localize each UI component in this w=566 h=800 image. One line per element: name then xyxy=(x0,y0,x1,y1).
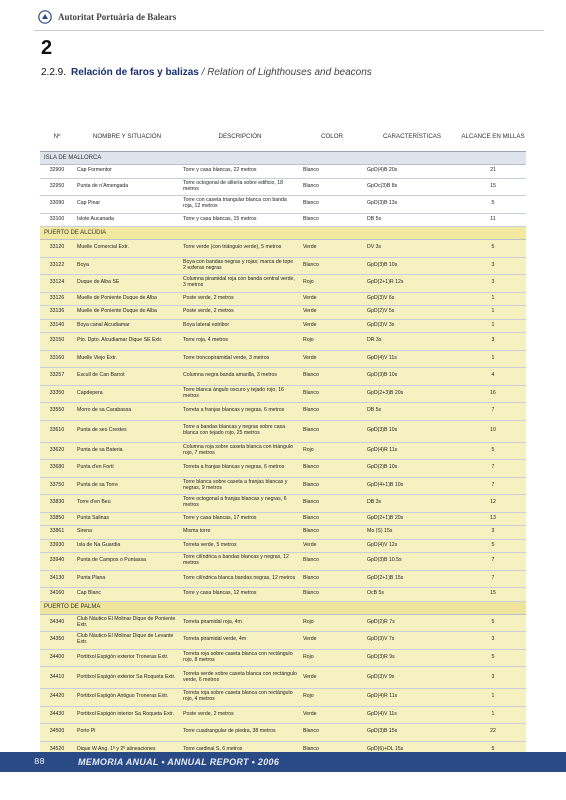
cell-characteristics: GpD(4+1)B 10s xyxy=(364,477,460,495)
cell-number: 34430 xyxy=(40,706,74,724)
cell-range: 16 xyxy=(460,385,526,403)
cell-description: Torre blanca ángulo oscuro y tejado rojo, 16 metros xyxy=(180,385,300,403)
cell-description: Columna negra banda amarilla, 3 metros xyxy=(180,368,300,386)
table-row xyxy=(40,706,526,724)
cell-name: Cap Formentor xyxy=(74,165,180,179)
cell-description: Columna roja sobre caseta blanca con triángulo rojo, 7 metros xyxy=(180,442,300,460)
cell-range: 10 xyxy=(460,420,526,442)
cell-number: 33850 xyxy=(40,512,74,526)
cell-name: Punta Plana xyxy=(74,570,180,588)
cell-color: Blanco xyxy=(300,420,364,442)
table-row xyxy=(40,257,526,275)
cell-characteristics: GpD(3)B 15s xyxy=(364,724,460,742)
cell-color: Rojo xyxy=(300,689,364,707)
cell-description: Torreta verde sobre caseta blanca con rectángulo verde, 6 metros xyxy=(180,667,300,689)
cell-number: 32900 xyxy=(40,165,74,179)
cell-characteristics: GpOc(3)B 8s xyxy=(364,178,460,196)
cell-name: Portitxol Espigón exterior Troneras Extr. xyxy=(74,649,180,667)
table-row xyxy=(40,350,526,368)
cell-characteristics: GpD(3)B 10.5s xyxy=(364,553,460,571)
cell-name: Boya xyxy=(74,257,180,275)
section-alcudia xyxy=(40,227,526,602)
footer-title: MEMORIA ANUAL • ANNUAL REPORT • 2006 xyxy=(78,757,280,767)
cell-range: 1 xyxy=(460,689,526,707)
cell-characteristics: OcB 5s xyxy=(364,588,460,602)
cell-description: Torreta a franjas blancas y negras, 6 metros xyxy=(180,403,300,421)
cell-description: Poste verde, 2 metros xyxy=(180,306,300,320)
cell-description: Torre con caseta triangular blanca con banda roja, 12 metros xyxy=(180,196,300,214)
cell-number: 34160 xyxy=(40,588,74,602)
cell-name: Boya canal Alcudiamar xyxy=(74,319,180,333)
cell-color: Verde xyxy=(300,292,364,306)
table-row xyxy=(40,178,526,196)
cell-characteristics: GpD(3)B 10s xyxy=(364,420,460,442)
lighthouse-table xyxy=(40,123,526,759)
cell-name: Portitxol Espigón exterior Sa Roqueta Extr. xyxy=(74,667,180,689)
cell-range: 5 xyxy=(460,614,526,632)
cell-characteristics: GpD(3)B 10s xyxy=(364,257,460,275)
table-row xyxy=(40,292,526,306)
cell-color: Rojo xyxy=(300,275,364,293)
table-row xyxy=(40,614,526,632)
cell-description: Torre y casa blancas, 15 metros xyxy=(180,213,300,227)
cell-color: Blanco xyxy=(300,178,364,196)
cell-description: Torre cardinal S, 6 metros xyxy=(180,741,300,759)
cell-description: Torreta verde, 5 metros xyxy=(180,539,300,553)
cell-characteristics: DB 5s xyxy=(364,213,460,227)
table-row xyxy=(40,306,526,320)
cell-color: Blanco xyxy=(300,385,364,403)
cell-characteristics: GpD(4)B 20s xyxy=(364,165,460,179)
cell-name: Capdepera xyxy=(74,385,180,403)
cell-number: 33861 xyxy=(40,526,74,540)
cell-range: 3 xyxy=(460,333,526,351)
cell-name: Club Náutico El Molinar Dique de Poniente Extr. xyxy=(74,614,180,632)
cell-characteristics: GpD(2+1)B 15s xyxy=(364,570,460,588)
page-number: 88 xyxy=(34,757,45,767)
cell-color: Blanco xyxy=(300,724,364,742)
table-row xyxy=(40,368,526,386)
cell-name: Portitxol Espigón interior Sa Roqueta Extr. xyxy=(74,706,180,724)
cell-characteristics: GpD(2)R 7s xyxy=(364,614,460,632)
cell-range: 11 xyxy=(460,213,526,227)
cell-color: Blanco xyxy=(300,460,364,478)
cell-number: 33940 xyxy=(40,553,74,571)
cell-name: Muelle Comercial Extr. xyxy=(74,240,180,258)
cell-name: Punta de Campos o Puntassa xyxy=(74,553,180,571)
cell-range: 3 xyxy=(460,667,526,689)
cell-number: 33126 xyxy=(40,292,74,306)
table-row xyxy=(40,477,526,495)
table-row xyxy=(40,588,526,602)
cell-description: Torreta a franjas blancas y negras, 6 metros xyxy=(180,460,300,478)
section-number: 2.2.9. xyxy=(41,67,67,78)
section-name: PUERTO DE ALCÚDIA xyxy=(40,227,526,240)
cell-characteristics: GpD(4)V 11s xyxy=(364,350,460,368)
cell-description: Torre troncopiramidal verde, 3 metros xyxy=(180,350,300,368)
col-header-description: DESCRIPCIÓN xyxy=(180,123,300,152)
cell-range: 15 xyxy=(460,178,526,196)
col-header-characteristics: CARACTERÍSTICAS xyxy=(364,123,460,152)
cell-description: Torre y casa blancas, 22 metros xyxy=(180,165,300,179)
cell-range: 5 xyxy=(460,741,526,759)
table-row xyxy=(40,689,526,707)
cell-range: 3 xyxy=(460,275,526,293)
cell-range: 7 xyxy=(460,403,526,421)
cell-color: Verde xyxy=(300,306,364,320)
cell-characteristics: GpD(4)V 11s xyxy=(364,706,460,724)
cell-name: Porto Pi xyxy=(74,724,180,742)
cell-name: Morro de sa Carabassa xyxy=(74,403,180,421)
cell-number: 33160 xyxy=(40,350,74,368)
cell-color: Rojo xyxy=(300,649,364,667)
cell-color: Blanco xyxy=(300,553,364,571)
table-row xyxy=(40,526,526,540)
cell-name: Punta d'en Fortí xyxy=(74,460,180,478)
cell-range: 22 xyxy=(460,724,526,742)
cell-range: 5 xyxy=(460,649,526,667)
cell-color: Blanco xyxy=(300,257,364,275)
cell-name: Pto. Dpto. Alcudiamar Dique SE Extr. xyxy=(74,333,180,351)
cell-color: Rojo xyxy=(300,333,364,351)
cell-name: Punta de sa Bateria xyxy=(74,442,180,460)
cell-number: 33750 xyxy=(40,477,74,495)
cell-number: 32950 xyxy=(40,178,74,196)
cell-color: Verde xyxy=(300,350,364,368)
section-name: PUERTO DE PALMA xyxy=(40,601,526,614)
cell-characteristics: GpD(4)R 11s xyxy=(364,689,460,707)
table-row xyxy=(40,333,526,351)
cell-color: Blanco xyxy=(300,588,364,602)
cell-color: Verde xyxy=(300,240,364,258)
cell-number: 33830 xyxy=(40,495,74,513)
cell-range: 15 xyxy=(460,588,526,602)
section-subtitle xyxy=(41,67,372,78)
table-row xyxy=(40,649,526,667)
cell-color: Rojo xyxy=(300,614,364,632)
cell-range: 5 xyxy=(460,240,526,258)
cell-number: 33100 xyxy=(40,213,74,227)
cell-range: 5 xyxy=(460,442,526,460)
organization-name: Autoritat Portuària de Balears xyxy=(58,12,177,22)
section-title-en: / Relation of Lighthouses and beacons xyxy=(201,67,372,78)
cell-number: 33550 xyxy=(40,403,74,421)
cell-range: 1 xyxy=(460,706,526,724)
cell-range: 3 xyxy=(460,526,526,540)
cell-number: 33350 xyxy=(40,385,74,403)
cell-number: 33257 xyxy=(40,368,74,386)
cell-number: 33124 xyxy=(40,275,74,293)
cell-range: 4 xyxy=(460,368,526,386)
cell-number: 34500 xyxy=(40,724,74,742)
cell-number: 34410 xyxy=(40,667,74,689)
col-header-color: COLOR xyxy=(300,123,364,152)
cell-range: 1 xyxy=(460,350,526,368)
cell-name: Escull de Can Barrot xyxy=(74,368,180,386)
cell-number: 33930 xyxy=(40,539,74,553)
cell-color: Verde xyxy=(300,632,364,650)
cell-characteristics: DB 5s xyxy=(364,403,460,421)
section-header-row xyxy=(40,152,526,165)
cell-description: Poste verde, 2 metros xyxy=(180,706,300,724)
cell-name: Punta de ses Crestes xyxy=(74,420,180,442)
cell-range: 21 xyxy=(460,165,526,179)
cell-characteristics: GpD(2+1)B 20s xyxy=(364,512,460,526)
cell-description: Torre blanca sobre caseta a franjas blancas y negras, 9 metros xyxy=(180,477,300,495)
cell-name: Club Náutico El Molinar Dique de Levante Extr. xyxy=(74,632,180,650)
cell-name: Muelle de Poniente Duque de Alba xyxy=(74,292,180,306)
cell-description: Torre octogonal a franjas blancas y negras, 6 metros xyxy=(180,495,300,513)
col-header-range: ALCANCE EN MILLAS xyxy=(460,123,526,152)
cell-name: Cap Blanc xyxy=(74,588,180,602)
cell-range: 1 xyxy=(460,292,526,306)
table-row xyxy=(40,724,526,742)
cell-color: Blanco xyxy=(300,512,364,526)
cell-number: 34520 xyxy=(40,741,74,759)
cell-name: Torre d'en Beu xyxy=(74,495,180,513)
cell-description: Torreta piramidal verde, 4m xyxy=(180,632,300,650)
cell-number: 34420 xyxy=(40,689,74,707)
cell-color: Verde xyxy=(300,667,364,689)
table-row xyxy=(40,553,526,571)
cell-description: Torre verde (con triángulo verde), 5 metros xyxy=(180,240,300,258)
cell-description: Torre a bandas blancas y negras sobre casa blanca con tejado rojo, 25 metros xyxy=(180,420,300,442)
cell-characteristics: GpD(3)V 7s xyxy=(364,632,460,650)
table-row xyxy=(40,165,526,179)
table-row xyxy=(40,319,526,333)
cell-description: Torre y casa blancas, 12 metros xyxy=(180,588,300,602)
cell-description: Torreta piramidal roja, 4m xyxy=(180,614,300,632)
cell-color: Blanco xyxy=(300,570,364,588)
cell-name: Islote Aucanada xyxy=(74,213,180,227)
cell-range: 7 xyxy=(460,460,526,478)
cell-name: Duque de Alba SE xyxy=(74,275,180,293)
cell-color: Rojo xyxy=(300,442,364,460)
cell-characteristics: DB 3s xyxy=(364,495,460,513)
table-row xyxy=(40,240,526,258)
table-row xyxy=(40,385,526,403)
cell-characteristics: GpD(3)V 6s xyxy=(364,292,460,306)
page-header xyxy=(34,8,544,31)
cell-characteristics: GpD(3)V 9s xyxy=(364,667,460,689)
cell-description: Boya con bandas negras y rojas; marca de tope 2 esferas negras xyxy=(180,257,300,275)
cell-characteristics: GpD(2+1)R 12s xyxy=(364,275,460,293)
cell-name: Dique W Ang. 1º y 2º alineaciones xyxy=(74,741,180,759)
table-row xyxy=(40,403,526,421)
cell-description: Misma torre xyxy=(180,526,300,540)
cell-color: Blanco xyxy=(300,368,364,386)
table-header-row xyxy=(40,123,526,152)
cell-characteristics: GpD(4)R 11s xyxy=(364,442,460,460)
lighthouse-table-container xyxy=(40,123,526,759)
cell-number: 33140 xyxy=(40,319,74,333)
cell-description: Torre cilíndrica a bandas blancas y negras, 12 metros xyxy=(180,553,300,571)
cell-color: Blanco xyxy=(300,477,364,495)
cell-number: 33120 xyxy=(40,240,74,258)
cell-name: Punta de sa Torre xyxy=(74,477,180,495)
cell-range: 3 xyxy=(460,257,526,275)
cell-color: Blanco xyxy=(300,196,364,214)
cell-description: Torre cilíndrica blanca bandas negras, 12 metros xyxy=(180,570,300,588)
cell-name: Muelle de Poniente Duque de Alba xyxy=(74,306,180,320)
col-header-name: NOMBRE Y SITUACIÓN xyxy=(74,123,180,152)
table-row xyxy=(40,196,526,214)
cell-name: Sirena xyxy=(74,526,180,540)
cell-number: 33610 xyxy=(40,420,74,442)
cell-color: Blanco xyxy=(300,213,364,227)
table-row xyxy=(40,667,526,689)
cell-characteristics: GpD(2)B 10s xyxy=(364,460,460,478)
cell-name: Punta de n'Amengada xyxy=(74,178,180,196)
cell-description: Torre roja, 4 metros xyxy=(180,333,300,351)
cell-range: 7 xyxy=(460,553,526,571)
cell-characteristics: GpD(2)V 5s xyxy=(364,306,460,320)
cell-name: Muelle Viejo Extr. xyxy=(74,350,180,368)
cell-number: 33136 xyxy=(40,306,74,320)
cell-range: 1 xyxy=(460,319,526,333)
cell-characteristics: GpD(3)V 3s xyxy=(364,319,460,333)
cell-characteristics: DV 3s xyxy=(364,240,460,258)
cell-color: Blanco xyxy=(300,403,364,421)
table-row xyxy=(40,442,526,460)
cell-characteristics: Mo (S) 15s xyxy=(364,526,460,540)
table-row xyxy=(40,275,526,293)
port-authority-logo-icon xyxy=(38,10,52,24)
section-mallorca xyxy=(40,152,526,227)
cell-range: 7 xyxy=(460,570,526,588)
cell-characteristics: GpD(2+3)B 20s xyxy=(364,385,460,403)
cell-characteristics: DR 3s xyxy=(364,333,460,351)
cell-range: 5 xyxy=(460,539,526,553)
cell-description: Torreta roja sobre caseta blanca con rectángulo rojo, 8 metros xyxy=(180,649,300,667)
table-row xyxy=(40,495,526,513)
chapter-number: 2 xyxy=(41,37,53,59)
cell-color: Blanco xyxy=(300,741,364,759)
cell-description: Torre cuadrangular de piedra, 38 metros xyxy=(180,724,300,742)
table-row xyxy=(40,213,526,227)
cell-range: 12 xyxy=(460,495,526,513)
cell-number: 34400 xyxy=(40,649,74,667)
section-header-row xyxy=(40,227,526,240)
table-row xyxy=(40,420,526,442)
cell-range: 5 xyxy=(460,196,526,214)
section-title-es: Relación de faros y balizas xyxy=(71,67,199,78)
table-row xyxy=(40,512,526,526)
table-row xyxy=(40,570,526,588)
cell-characteristics: GpD(3)B 10s xyxy=(364,368,460,386)
cell-range: 1 xyxy=(460,306,526,320)
cell-number: 34340 xyxy=(40,614,74,632)
cell-number: 34130 xyxy=(40,570,74,588)
cell-number: 34350 xyxy=(40,632,74,650)
cell-number: 33680 xyxy=(40,460,74,478)
section-name: ISLA DE MALLORCA xyxy=(40,152,526,165)
cell-number: 33090 xyxy=(40,196,74,214)
table-row xyxy=(40,632,526,650)
cell-range: 3 xyxy=(460,632,526,650)
cell-characteristics: GpD(6)+DL 15s xyxy=(364,741,460,759)
cell-description: Poste verde, 2 metros xyxy=(180,292,300,306)
section-palma xyxy=(40,601,526,759)
page-footer xyxy=(0,752,566,772)
cell-characteristics: GpD(3)R 9s xyxy=(364,649,460,667)
cell-description: Torre octogonal de sillería sobre edificio, 18 metros xyxy=(180,178,300,196)
cell-color: Blanco xyxy=(300,526,364,540)
table-row xyxy=(40,539,526,553)
section-header-row xyxy=(40,601,526,614)
cell-description: Torreta roja sobre caseta blanca con rectángulo rojo, 4 metros xyxy=(180,689,300,707)
col-header-number: Nº xyxy=(40,123,74,152)
table-row xyxy=(40,460,526,478)
cell-range: 13 xyxy=(460,512,526,526)
cell-name: Portitxol Espigón Antiguo Troneras Extr. xyxy=(74,689,180,707)
cell-characteristics: GpD(3)B 13s xyxy=(364,196,460,214)
cell-characteristics: GpD(4)V 12s xyxy=(364,539,460,553)
cell-name: Punta Salinas xyxy=(74,512,180,526)
cell-description: Columna piramidal roja con banda central verde, 3 metros xyxy=(180,275,300,293)
cell-name: Isla de Na Guardia xyxy=(74,539,180,553)
cell-color: Blanco xyxy=(300,165,364,179)
cell-color: Verde xyxy=(300,539,364,553)
cell-color: Verde xyxy=(300,319,364,333)
cell-color: Blanco xyxy=(300,495,364,513)
cell-description: Torre y casa blancas, 17 metros xyxy=(180,512,300,526)
cell-number: 33122 xyxy=(40,257,74,275)
cell-description: Boya lateral estribor xyxy=(180,319,300,333)
cell-range: 7 xyxy=(460,477,526,495)
cell-number: 33150 xyxy=(40,333,74,351)
cell-name: Cap Pinar xyxy=(74,196,180,214)
cell-number: 33620 xyxy=(40,442,74,460)
cell-color: Verde xyxy=(300,706,364,724)
